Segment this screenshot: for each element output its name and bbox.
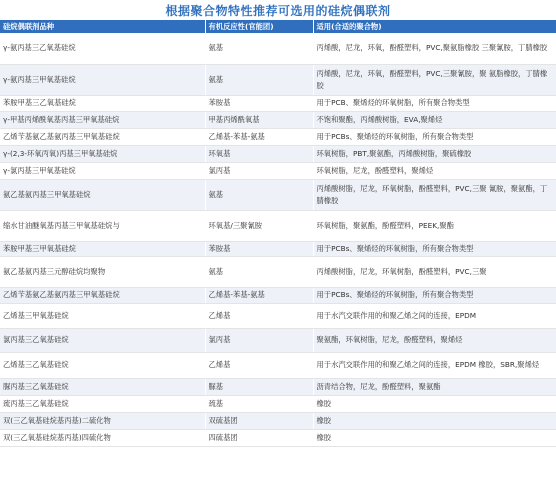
silane-name-cell: 乙烯苄基氨乙基氨丙基三甲氧基硅烷 <box>0 287 205 303</box>
applicable-polymers-cell: 环氧树脂，聚氨酯，酚醛塑料，PEEK,聚酯 <box>313 210 556 241</box>
applicable-polymers-cell: 丙烯酸，尼龙，环氧，酚醛塑料，PVC,三聚氰胺，聚 氨脂橡胶，丁腈橡胶 <box>313 64 556 95</box>
reactive-group-cell: 氨基 <box>205 33 313 64</box>
table-row <box>0 111 556 128</box>
reactive-group-cell: 苯胺基 <box>205 95 313 111</box>
table-row <box>0 145 556 162</box>
silane-name-cell: 乙烯基三甲氧基硅烷 <box>0 303 205 328</box>
silane-name-cell: 氯丙基三乙氧基硅烷 <box>0 328 205 352</box>
table-row <box>0 395 556 412</box>
applicable-polymers-cell: 用于PCB、聚烯烃的环氧树脂，所有聚合物类型 <box>313 95 556 111</box>
table-row <box>0 95 556 111</box>
silane-table <box>0 20 556 447</box>
table-row <box>0 64 556 95</box>
table-row <box>0 179 556 210</box>
applicable-polymers-cell: 环氧树脂，PBT,聚氨酯，丙烯酸树脂，聚硫橡胶 <box>313 145 556 162</box>
reactive-group-cell: 乙烯基-苯基-氨基 <box>205 128 313 145</box>
page-title: 根据聚合物特性推荐可选用的硅烷偶联剂 <box>165 4 391 18</box>
table-row <box>0 128 556 145</box>
silane-name-cell: γ-氯丙基三甲氧基硅烷 <box>0 162 205 179</box>
silane-name-cell: 脲丙基三乙氧基硅烷 <box>0 378 205 395</box>
applicable-polymers-cell: 环氧树脂，尼龙，酚醛塑料，聚烯烃 <box>313 162 556 179</box>
reactive-group-cell: 乙烯基 <box>205 352 313 378</box>
column-header-reactivity: 有机反应性(官能团) <box>205 20 313 33</box>
reactive-group-cell: 氨基 <box>205 64 313 95</box>
silane-name-cell: 双(三乙氧基硅烷基丙基)二硫化物 <box>0 412 205 429</box>
reactive-group-cell: 苯胺基 <box>205 241 313 256</box>
silane-name-cell: 缩水甘油醚氧基丙基三甲氧基硅烷与 <box>0 210 205 241</box>
silane-name-cell: 巯丙基三乙氧基硅烷 <box>0 395 205 412</box>
column-header-polymers: 适用(合适的聚合物) <box>313 20 556 33</box>
applicable-polymers-cell: 丙烯酸树脂，尼龙，环氧树脂，酚醛塑料，PVC,三聚 <box>313 256 556 287</box>
silane-name-cell: 乙烯苄基氨乙基氨丙基三甲氧基硅烷 <box>0 128 205 145</box>
applicable-polymers-cell: 用于PCBs、聚烯烃的环氧树脂，所有聚合物类型 <box>313 241 556 256</box>
reactive-group-cell: 乙烯基 <box>205 303 313 328</box>
applicable-polymers-cell: 不饱和聚酯，丙烯酸树脂，EVA,聚烯烃 <box>313 111 556 128</box>
table-row <box>0 303 556 328</box>
applicable-polymers-cell: 橡胶 <box>313 412 556 429</box>
reactive-group-cell: 氨基 <box>205 256 313 287</box>
table-row <box>0 33 556 64</box>
reactive-group-cell: 双硫基团 <box>205 412 313 429</box>
table-body <box>0 33 556 446</box>
silane-name-cell: γ-甲基丙烯酰氧基丙基三甲氧基硅烷 <box>0 111 205 128</box>
table-row <box>0 412 556 429</box>
reactive-group-cell: 甲基丙烯酰氧基 <box>205 111 313 128</box>
silane-name-cell: 苯胺甲基三甲氧基硅烷 <box>0 241 205 256</box>
reactive-group-cell: 环氧基 <box>205 145 313 162</box>
reactive-group-cell: 脲基 <box>205 378 313 395</box>
table-row <box>0 241 556 256</box>
silane-name-cell: 双(三乙氧基硅烷基丙基)四硫化物 <box>0 429 205 446</box>
table-row <box>0 210 556 241</box>
silane-name-cell: γ-氨丙基三甲氧基硅烷 <box>0 64 205 95</box>
silane-name-cell: 苯胺甲基三乙氧基硅烷 <box>0 95 205 111</box>
applicable-polymers-cell: 橡胶 <box>313 429 556 446</box>
applicable-polymers-cell: 聚氨酯，环氧树脂，尼龙，酚醛塑料，聚烯烃 <box>313 328 556 352</box>
applicable-polymers-cell: 用于水汽交联作用的和聚乙烯之间的连接，EPDM <box>313 303 556 328</box>
reactive-group-cell: 氯丙基 <box>205 162 313 179</box>
table-row <box>0 328 556 352</box>
silane-name-cell: 乙烯基三乙氧基硅烷 <box>0 352 205 378</box>
silane-name-cell: γ-氨丙基三乙氧基硅烷 <box>0 33 205 64</box>
table-row <box>0 287 556 303</box>
reactive-group-cell: 乙烯基-苯基-氨基 <box>205 287 313 303</box>
applicable-polymers-cell: 丙烯酸树脂，尼龙，环氧树脂，酚醛塑料，PVC,三聚 氰胺，聚氨酯，丁腈橡胶 <box>313 179 556 210</box>
table-row <box>0 162 556 179</box>
table-header <box>0 20 556 33</box>
silane-name-cell: γ-(2,3-环氧丙氧)丙基三甲氧基硅烷 <box>0 145 205 162</box>
applicable-polymers-cell: 用于PCBs、聚烯烃的环氧树脂，所有聚合物类型 <box>313 287 556 303</box>
applicable-polymers-cell: 用于PCBs、聚烯烃的环氧树脂，所有聚合物类型 <box>313 128 556 145</box>
reactive-group-cell: 四硫基团 <box>205 429 313 446</box>
applicable-polymers-cell: 橡胶 <box>313 395 556 412</box>
table-row <box>0 378 556 395</box>
table-row <box>0 256 556 287</box>
applicable-polymers-cell: 沥青结合物，尼龙，酚醛塑料，聚氨酯 <box>313 378 556 395</box>
applicable-polymers-cell: 用于水汽交联作用的和聚乙烯之间的连接，EPDM 橡胶，SBR,聚烯烃 <box>313 352 556 378</box>
page <box>0 2 556 502</box>
column-header-silane: 硅烷偶联剂品种 <box>0 20 205 33</box>
table-row <box>0 429 556 446</box>
reactive-group-cell: 氨基 <box>205 179 313 210</box>
reactive-group-cell: 巯基 <box>205 395 313 412</box>
silane-name-cell: 氨乙基氨丙基三甲氧基硅烷 <box>0 179 205 210</box>
reactive-group-cell: 氯丙基 <box>205 328 313 352</box>
table-row <box>0 352 556 378</box>
reactive-group-cell: 环氧基/三聚氰胺 <box>205 210 313 241</box>
silane-name-cell: 氨乙基氨丙基三元醇硅烷均聚物 <box>0 256 205 287</box>
applicable-polymers-cell: 丙烯酸，尼龙，环氧，酚醛塑料，PVC,聚氨脂橡胶 三聚氰胺，丁腈橡胶 <box>313 33 556 64</box>
